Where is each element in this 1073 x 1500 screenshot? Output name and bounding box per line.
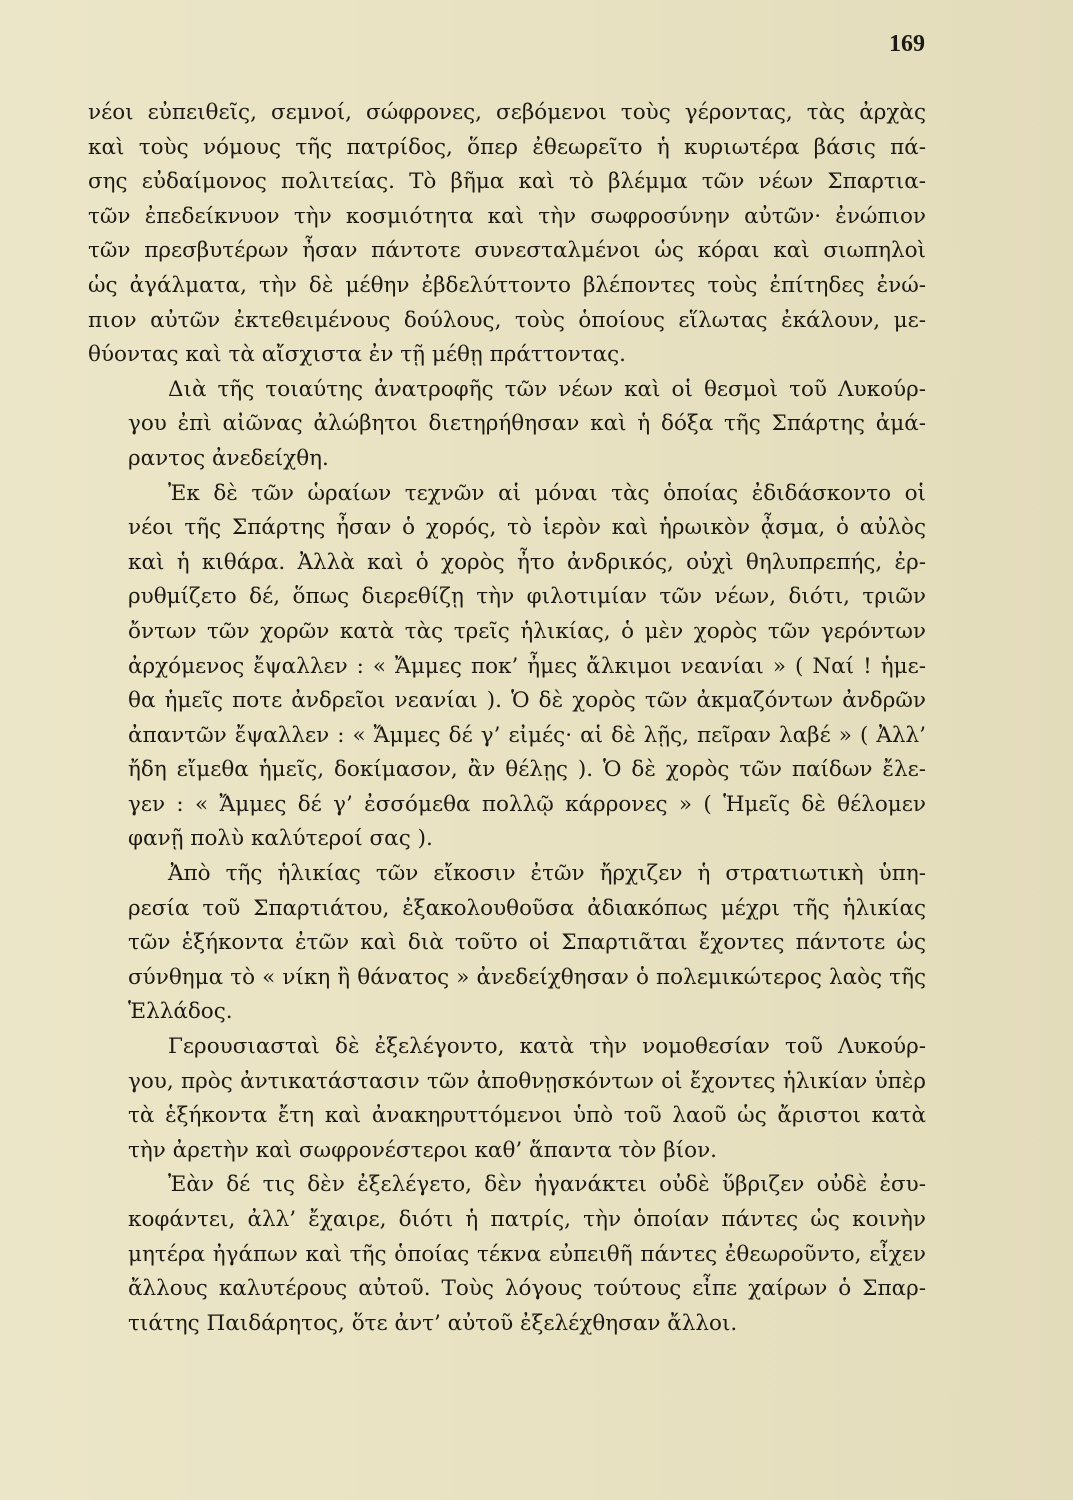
paragraph bbox=[88, 96, 926, 373]
text-line: νέοι τῆς Σπάρτης ἦσαν ὁ χορός, τὸ ἱερὸν καὶ ἡρωικὸν ᾆσμα, ὁ αὐλὸς bbox=[128, 515, 926, 541]
text-line: ἀπαντῶν ἔψαλλεν : « Ἄμμες δέ γ’ εἰμές· αἱ δὲ λῇς, πεῖραν λαβέ » ( Ἀλλ’ bbox=[128, 722, 926, 748]
text-line: ἤδη εἴμεθα ἡμεῖς, δοκίμασον, ἂν θέλῃς ). Ὁ δὲ χορὸς τῶν παίδων ἔλε- bbox=[128, 757, 926, 783]
text-line: τὴν ἀρετὴν καὶ σωφρονέστεροι καθ’ ἅπαντα τὸν βίον. bbox=[128, 1137, 717, 1163]
text-line: γεν : « Ἄμμες δέ γ’ ἐσσόμεθα πολλῷ κάρρονες » ( Ἡμεῖς δὲ θέλομεν bbox=[128, 791, 926, 817]
text-line: καὶ ἡ κιθάρα. Ἀλλὰ καὶ ὁ χορὸς ἦτο ἀνδρικός, οὐχὶ θηλυπρεπής, ἐρ- bbox=[128, 549, 926, 575]
paragraph bbox=[88, 857, 926, 1030]
text-line: γου ἐπὶ αἰῶνας ἀλώβητοι διετηρήθησαν καὶ ἡ δόξα τῆς Σπάρτης ἀμά- bbox=[128, 411, 926, 437]
text-line: νέοι εὐπειθεῖς, σεμνοί, σώφρονες, σεβόμενοι τοὺς γέροντας, τὰς ἀρχὰς bbox=[88, 100, 926, 125]
text-line: πιον αὐτῶν ἐκτεθειμένους δούλους, τοὺς ὁποίους εἵλωτας ἐκάλουν, με- bbox=[88, 307, 926, 333]
text-line: Ἐὰν δέ τις δὲν ἐξελέγετο, δὲν ἠγανάκτει οὐδὲ ὕβριζεν οὐδὲ ἐσυ- bbox=[168, 1172, 926, 1198]
text-line: θα ἡμεῖς ποτε ἀνδρεῖοι νεανίαι ). Ὁ δὲ χορὸς τῶν ἀκμαζόντων ἀνδρῶν bbox=[128, 688, 926, 714]
text-line: τῶν ἑξήκοντα ἐτῶν καὶ διὰ τοῦτο οἱ Σπαρτιᾶται ἔχοντες πάντοτε ὡς bbox=[128, 930, 926, 956]
text-line: Ἐκ δὲ τῶν ὡραίων τεχνῶν αἱ μόναι τὰς ὁποίας ἐδιδάσκοντο οἱ bbox=[168, 480, 926, 506]
text-line: σύνθημα τὸ « νίκη ἢ θάνατος » ἀνεδείχθησαν ὁ πολεμικώτερος λαὸς τῆς bbox=[128, 964, 926, 990]
text-line: φανῇ πολὺ καλύτεροί σας ). bbox=[128, 826, 433, 852]
text-line: ὄντων τῶν χορῶν κατὰ τὰς τρεῖς ἡλικίας, ὁ μὲν χορὸς τῶν γερόντων bbox=[128, 618, 926, 644]
text-line: Γερουσιασταὶ δὲ ἐξελέγοντο, κατὰ τὴν νομοθεσίαν τοῦ Λυκούρ- bbox=[168, 1034, 926, 1060]
text-line: κοφάντει, ἀλλ’ ἔχαιρε, διότι ἡ πατρίς, τὴν ὁποίαν πάντες ὡς κοινὴν bbox=[128, 1207, 926, 1232]
text-line: ρεσία τοῦ Σπαρτιάτου, ἐξακολουθοῦσα ἀδιακόπως μέχρι τῆς ἡλικίας bbox=[128, 895, 926, 921]
paragraph bbox=[88, 477, 926, 858]
body-text bbox=[88, 96, 926, 1341]
text-line: ραντος ἀνεδείχθη. bbox=[128, 445, 329, 471]
text-line: καὶ τοὺς νόμους τῆς πατρίδος, ὅπερ ἐθεωρεῖτο ἡ κυριωτέρα βάσις πά- bbox=[88, 134, 926, 160]
text-line: ὡς ἀγάλματα, τὴν δὲ μέθην ἐβδελύττοντο βλέποντες τοὺς ἐπίτηδες ἐνώ- bbox=[88, 272, 926, 298]
page-number: 169 bbox=[889, 31, 925, 57]
text-line: Ἀπὸ τῆς ἡλικίας τῶν εἴκοσιν ἐτῶν ἤρχιζεν ἡ στρατιωτικὴ ὑπη- bbox=[168, 861, 926, 887]
text-line: θύοντας καὶ τὰ αἴσχιστα ἐν τῇ μέθῃ πράττοντας. bbox=[88, 342, 626, 368]
paragraph bbox=[88, 373, 926, 477]
text-line: τὰ ἑξήκοντα ἔτη καὶ ἀνακηρυττόμενοι ὑπὸ τοῦ λαοῦ ὡς ἄριστοι κατὰ bbox=[128, 1103, 926, 1129]
text-line: Ἑλλάδος. bbox=[128, 999, 233, 1025]
text-line: ἀρχόμενος ἔψαλλεν : « Ἄμμες ποκ’ ἦμες ἄλκιμοι νεανίαι » ( Ναί ! ἡμε- bbox=[128, 653, 926, 679]
text-line: ρυθμίζετο δέ, ὅπως διερεθίζῃ τὴν φιλοτιμίαν τῶν νέων, διότι, τριῶν bbox=[128, 584, 926, 610]
text-line: τῶν ἐπεδείκνυον τὴν κοσμιότητα καὶ τὴν σωφροσύνην αὐτῶν· ἐνώπιον bbox=[88, 203, 926, 229]
text-line: γου, πρὸς ἀντικατάστασιν τῶν ἀποθνῃσκόντων οἱ ἔχοντες ἡλικίαν ὑπὲρ bbox=[128, 1068, 926, 1094]
text-line: Διὰ τῆς τοιαύτης ἀνατροφῆς τῶν νέων καὶ οἱ θεσμοὶ τοῦ Λυκούρ- bbox=[168, 376, 926, 402]
text-line: τιάτης Παιδάρητος, ὅτε ἀντ’ αὐτοῦ ἐξελέχθησαν ἄλλοι. bbox=[128, 1310, 738, 1336]
paragraph bbox=[88, 1030, 926, 1168]
paragraph bbox=[88, 1168, 926, 1341]
text-line: ἄλλους καλυτέρους αὐτοῦ. Τοὺς λόγους τούτους εἶπε χαίρων ὁ Σπαρ- bbox=[128, 1276, 926, 1302]
text-line: σης εὐδαίμονος πολιτείας. Τὸ βῆμα καὶ τὸ βλέμμα τῶν νέων Σπαρτια- bbox=[88, 169, 926, 195]
text-line: τῶν πρεσβυτέρων ἦσαν πάντοτε συνεσταλμένοι ὡς κόραι καὶ σιωπηλοὶ bbox=[88, 238, 926, 264]
text-line: μητέρα ἠγάπων καὶ τῆς ὁποίας τέκνα εὐπειθῆ πάντες ἐθεωροῦντο, εἶχεν bbox=[128, 1241, 926, 1267]
